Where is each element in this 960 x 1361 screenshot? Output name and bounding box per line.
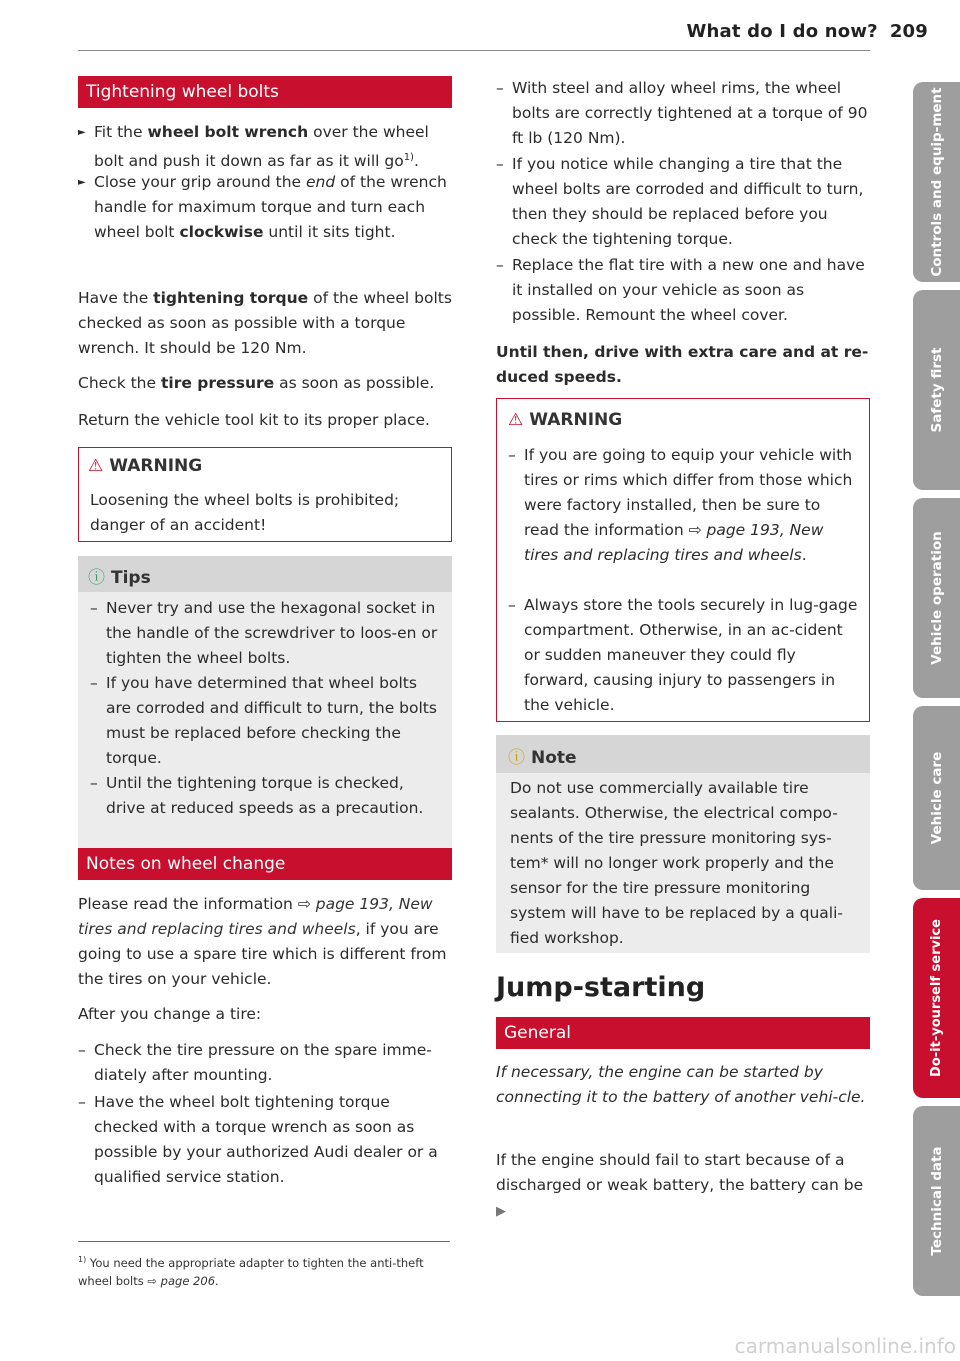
- text: Fit the: [94, 123, 148, 141]
- text: If the engine should fail to start because of a discharged or weak battery, the battery can be: [496, 1151, 864, 1194]
- watermark: carmanualsonline.info: [734, 1334, 956, 1358]
- section-heading-tightening: Tightening wheel bolts: [78, 76, 452, 108]
- continue-arrow-icon: ▶: [496, 1204, 506, 1219]
- dash: –: [90, 674, 98, 692]
- dash: –: [508, 446, 516, 464]
- text: Check the tire pressure on the spare imme-diately after mounting.: [94, 1041, 432, 1084]
- paragraph-after-change: After you change a tire:: [78, 1005, 262, 1023]
- text-bold: wheel bolt wrench: [147, 123, 309, 141]
- tips-label: Tips: [111, 568, 151, 588]
- text: You need the appropriate adapter to tighten the anti-theft wheel bolts: [78, 1255, 424, 1288]
- text: Close your grip around the: [94, 173, 307, 191]
- warning-label: WARNING: [529, 410, 623, 430]
- dash: –: [508, 596, 516, 614]
- intro-text: If necessary, the engine can be started by connecting it to the battery of another vehi-cle.: [496, 1063, 866, 1106]
- text-italic: end: [306, 173, 336, 191]
- tab-do-it-yourself-service[interactable]: [913, 898, 960, 1098]
- bullet-fit-wrench: [78, 120, 452, 174]
- text: as soon as possible.: [274, 374, 435, 392]
- text: Have the wheel bolt tightening torque checked with a torque wrench as soon as possible by your authorized Audi dealer or a qualified service station.: [94, 1093, 438, 1186]
- footnote-ref: 1): [403, 152, 414, 163]
- dash: –: [496, 79, 504, 97]
- paragraph-notes-info: [78, 892, 452, 992]
- dash: –: [78, 1041, 86, 1059]
- text: Always store the tools securely in lug-gage compartment. Otherwise, in an ac-cident or sudden maneuver they could fly forward, causing injury to passengers in the vehicle.: [524, 596, 858, 714]
- tab-label: Vehicle operation: [928, 531, 945, 665]
- warning-item-1: [508, 443, 860, 568]
- note-text: Do not use commercially available tire sealants. Otherwise, the electrical compo-nents of the tire pressure monitoring sys-tem* will no longer work properly and the sensor for the tire pressure monitoring system will have to be replaced by a quali-fied workshop.: [510, 779, 844, 947]
- text: Never try and use the hexagonal socket in the handle of the screwdriver to loos-en or tighten the wheel bolts.: [106, 599, 438, 667]
- text: Please read the information: [78, 895, 298, 913]
- text: .: [801, 546, 807, 564]
- until-then: Until then, drive with extra care and at re-duced speeds.: [496, 343, 869, 386]
- text: With steel and alloy wheel rims, the wheel bolts are correctly tightened at a torque of 90 ft lb (120 Nm).: [512, 79, 868, 147]
- warning-title-right: [508, 410, 622, 430]
- text: of the wheel bolts checked as soon as possible with a torque wrench. It should be 120 Nm.: [78, 289, 452, 357]
- paragraph-pressure: [78, 371, 452, 396]
- tab-vehicle-operation[interactable]: [913, 498, 960, 698]
- paragraph-toolkit: Return the vehicle tool kit to its proper place.: [78, 411, 430, 429]
- dash: –: [90, 774, 98, 792]
- tips-item-2: [90, 671, 442, 771]
- tab-controls-and-equipment[interactable]: [913, 82, 960, 282]
- text-bold: tire pressure: [160, 374, 275, 392]
- text: until it sits tight.: [263, 223, 396, 241]
- cont-item-2: [496, 152, 870, 252]
- text: .: [413, 152, 419, 171]
- bullet-close-grip: [78, 170, 452, 245]
- text: of the wrench handle for maximum torque and turn each wheel bolt: [94, 173, 447, 241]
- warning-triangle-icon: ⚠: [508, 410, 524, 430]
- tab-label: Safety first: [928, 347, 945, 433]
- paragraph-jump: [496, 1148, 870, 1224]
- text: If you notice while changing a tire that the wheel bolts are corroded and difficult to turn, then they should be replaced before you check the tightening torque.: [512, 155, 864, 248]
- warning-item-2: [508, 593, 860, 718]
- warning-label: WARNING: [109, 456, 203, 476]
- paragraph-torque: [78, 286, 452, 361]
- page-link[interactable]: ⇨ page 193, New tires and replacing tires and wheels: [78, 895, 433, 938]
- tips-title: [88, 563, 151, 588]
- dash: –: [78, 1093, 86, 1111]
- footnote-rule: [78, 1241, 450, 1242]
- running-header: [686, 21, 928, 42]
- page-number: 209: [889, 21, 928, 42]
- chapter-title: Jump-starting: [496, 972, 706, 1003]
- running-title: What do I do now?: [686, 21, 878, 42]
- dash: –: [496, 256, 504, 274]
- dash: –: [496, 155, 504, 173]
- info-icon: ⓘ: [88, 568, 105, 588]
- note-title: [508, 743, 577, 768]
- tab-label: Technical data: [928, 1146, 945, 1256]
- footnote-mark: 1): [78, 1255, 87, 1264]
- text: If you are going to equip your vehicle with tires or rims which differ from those which were factory installed, then be sure to read the information: [524, 446, 853, 539]
- tab-label: Do-it-yourself service: [928, 919, 944, 1077]
- dash: –: [90, 599, 98, 617]
- tips-item-1: [90, 596, 442, 671]
- text-bold: clockwise: [179, 223, 264, 241]
- footnote: [78, 1251, 458, 1290]
- text: Check the: [78, 374, 161, 392]
- text: Until the tightening torque is checked, drive at reduced speeds as a precaution.: [106, 774, 424, 817]
- text: over the wheel bolt and push it down as far as it will go: [94, 123, 429, 171]
- tab-technical-data[interactable]: [913, 1106, 960, 1296]
- text: Replace the flat tire with a new one and have it installed on your vehicle as soon as possible. Remount the wheel cover.: [512, 256, 865, 324]
- text: Have the: [78, 289, 154, 307]
- note-label: Note: [531, 748, 577, 768]
- section-heading-general: General: [496, 1017, 870, 1049]
- bullet-arrow-icon: ►: [78, 177, 86, 188]
- note-icon: ⓘ: [508, 748, 525, 768]
- tab-safety-first[interactable]: [913, 290, 960, 490]
- page-link[interactable]: ⇨ page 206: [147, 1273, 216, 1288]
- bullet-arrow-icon: ►: [78, 127, 86, 138]
- warning-title: [88, 456, 202, 476]
- tab-label: Controls and equip-ment: [928, 87, 945, 277]
- notes-item-1: [78, 1038, 452, 1088]
- warning-text: Loosening the wheel bolts is prohibited; danger of an accident!: [90, 491, 400, 534]
- tips-item-3: [90, 771, 442, 821]
- section-heading-notes: Notes on wheel change: [78, 848, 452, 880]
- header-rule: [78, 50, 870, 51]
- text: , if you are going to use a spare tire which is different from the tires on your vehicle.: [78, 920, 447, 988]
- page-link[interactable]: ⇨ page 193, New tires and replacing tires and wheels: [524, 521, 824, 564]
- tab-label: Vehicle care: [928, 751, 945, 845]
- notes-item-2: [78, 1090, 452, 1190]
- text: .: [215, 1273, 219, 1288]
- text: If you have determined that wheel bolts are corroded and difficult to turn, the bolts must be replaced before checking the torque.: [106, 674, 437, 767]
- cont-item-3: [496, 253, 870, 328]
- text-bold: tightening torque: [153, 289, 309, 307]
- tab-vehicle-care[interactable]: [913, 706, 960, 890]
- warning-triangle-icon: ⚠: [88, 456, 104, 476]
- cont-item-1: [496, 76, 870, 151]
